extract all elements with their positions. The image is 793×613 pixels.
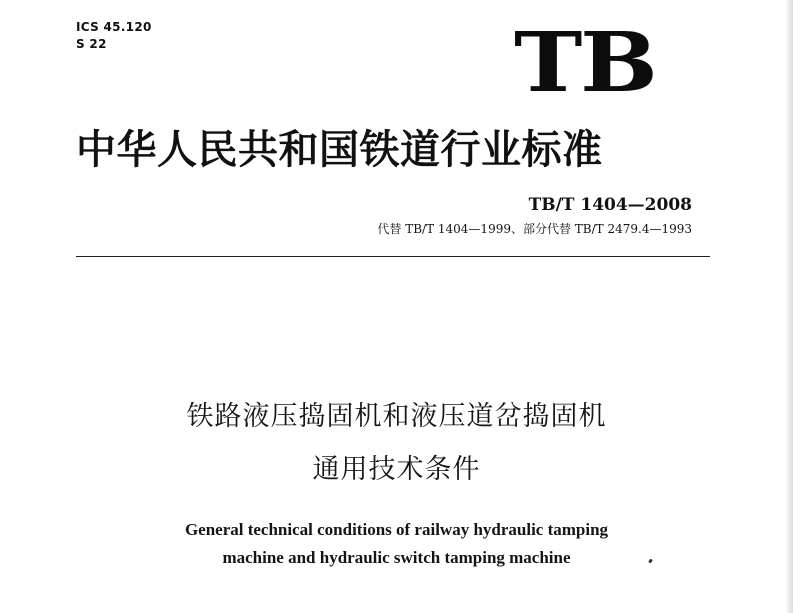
title-english-line-1: General technical conditions of railway hydraulic tamping — [184, 520, 609, 539]
title-chinese-line-1: 铁路液压捣固机和液压道岔捣固机 — [186, 401, 607, 432]
replaces-note: 代替 TB/T 1404—1999、部分代替 TB/T 2479.4—1993 — [377, 222, 692, 236]
title-english-line-2: machine and hydraulic switch tamping machine — [222, 548, 571, 567]
standard-number: TB/T 1404—2008 — [528, 195, 692, 215]
ccs-classification-code: S 22 — [76, 37, 107, 51]
title-chinese-line-2: 通用技术条件 — [312, 454, 481, 485]
tb-logo: TB — [514, 15, 656, 111]
header-divider — [76, 256, 710, 257]
standard-category-title: 中华人民共和国铁道行业标准 — [76, 127, 603, 173]
ics-classification-code: ICS 45.120 — [76, 20, 152, 34]
